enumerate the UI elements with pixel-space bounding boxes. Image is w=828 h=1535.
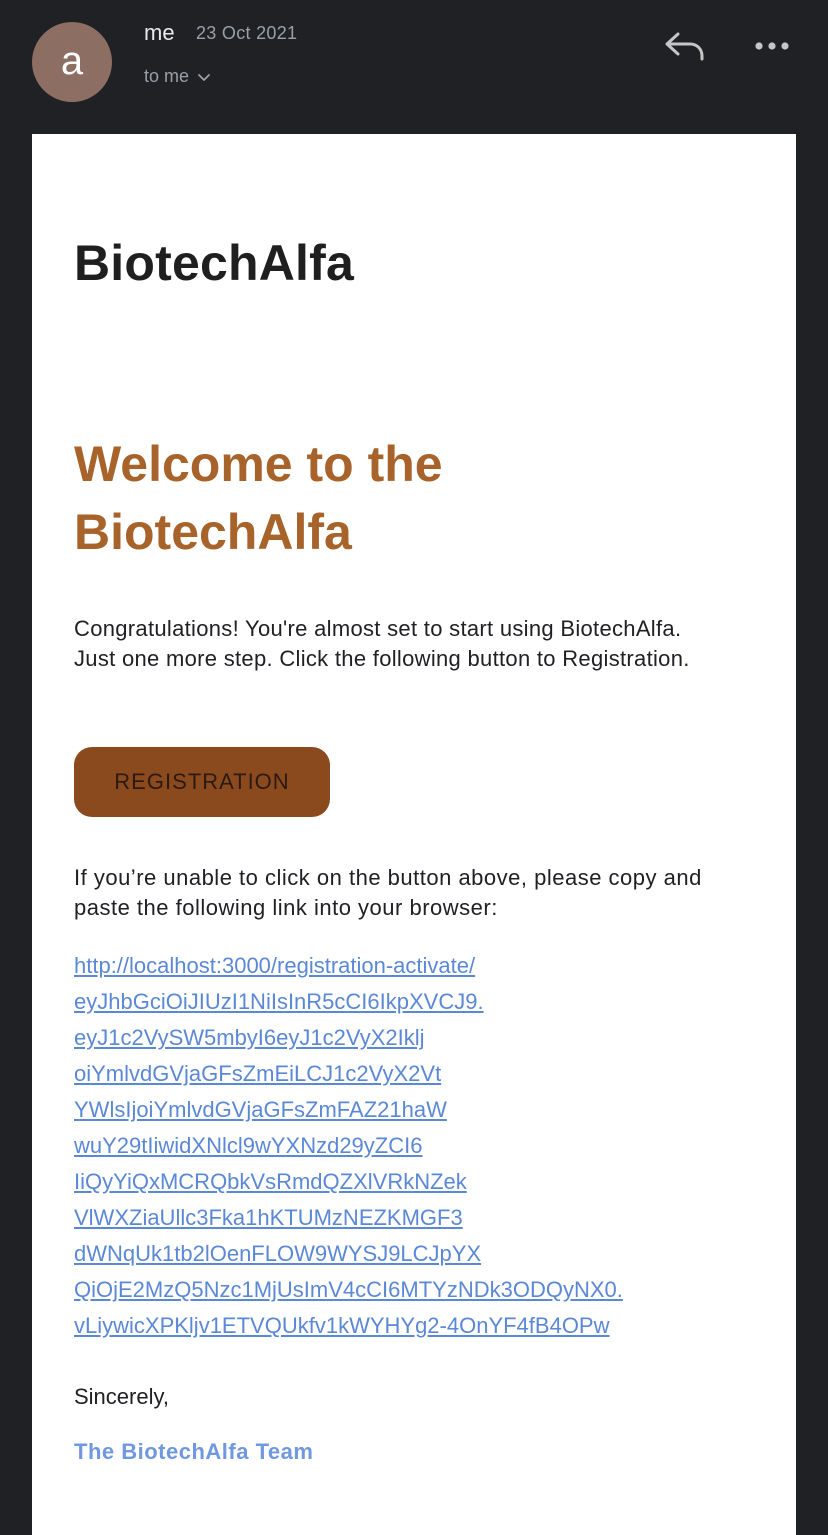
email-date: 23 Oct 2021 bbox=[196, 23, 298, 43]
registration-button[interactable]: REGISTRATION bbox=[74, 747, 330, 817]
link-line[interactable]: http://localhost:3000/registration-activate/ bbox=[74, 953, 476, 978]
link-line[interactable]: eyJhbGciOiJIUzI1NiIsInR5cCI6IkpXVCJ9. bbox=[74, 989, 484, 1014]
link-line[interactable]: vLiywicXPKljv1ETVQUkfv1kWYHYg2-4OnYF4fB4OPw bbox=[74, 1313, 610, 1338]
more-horizontal-icon bbox=[750, 30, 794, 62]
link-line[interactable]: YWlsIjoiYmlvdGVjaGFsZmFAZ21haW bbox=[74, 1097, 447, 1122]
reply-button[interactable] bbox=[662, 26, 706, 66]
link-line[interactable]: eyJ1c2VySW5mbyI6eyJ1c2VyX2Iklj bbox=[74, 1025, 425, 1050]
welcome-line-1: Welcome to the bbox=[74, 436, 443, 492]
link-line[interactable]: VlWXZiaUllc3Fka1hKTUMzNEZKMGF3 bbox=[74, 1205, 463, 1230]
chevron-down-icon bbox=[197, 70, 211, 84]
recipient-toggle[interactable] bbox=[144, 66, 211, 87]
link-line[interactable]: QiOjE2MzQ5Nzc1MjUsImV4cCI6MTYzNDk3ODQyNX0. bbox=[74, 1277, 623, 1302]
recipient-label: to me bbox=[144, 66, 190, 86]
sender-name[interactable]: me bbox=[144, 20, 175, 45]
welcome-heading bbox=[74, 430, 714, 566]
intro-text: Congratulations! You're almost set to start using BiotechAlfa. Just one more step. Click the following button to Registration. bbox=[74, 616, 690, 671]
activation-link[interactable] bbox=[74, 948, 764, 1344]
team-signature: The BiotechAlfa Team bbox=[74, 1439, 314, 1464]
email-body bbox=[32, 134, 796, 1535]
fallback-instructions: If you’re unable to click on the button above, please copy and paste the following link into your browser: bbox=[74, 865, 702, 920]
link-line[interactable]: IiQyYiQxMCRQbkVsRmdQZXlVRkNZek bbox=[74, 1169, 467, 1194]
email-header bbox=[0, 0, 828, 134]
welcome-line-2: BiotechAlfa bbox=[74, 504, 352, 560]
link-line[interactable]: oiYmlvdGVjaGFsZmEiLCJ1c2VyX2Vt bbox=[74, 1061, 442, 1086]
signoff-text: Sincerely, bbox=[74, 1384, 169, 1409]
reply-icon bbox=[662, 26, 706, 66]
more-options-button[interactable] bbox=[750, 30, 794, 62]
avatar[interactable]: a bbox=[32, 22, 112, 102]
link-line[interactable]: wuY29tIiwidXNlcl9wYXNzd29yZCI6 bbox=[74, 1133, 423, 1158]
brand-title: BiotechAlfa bbox=[74, 235, 355, 291]
link-line[interactable]: dWNqUk1tb2lOenFLOW9WYSJ9LCJpYX bbox=[74, 1241, 482, 1266]
